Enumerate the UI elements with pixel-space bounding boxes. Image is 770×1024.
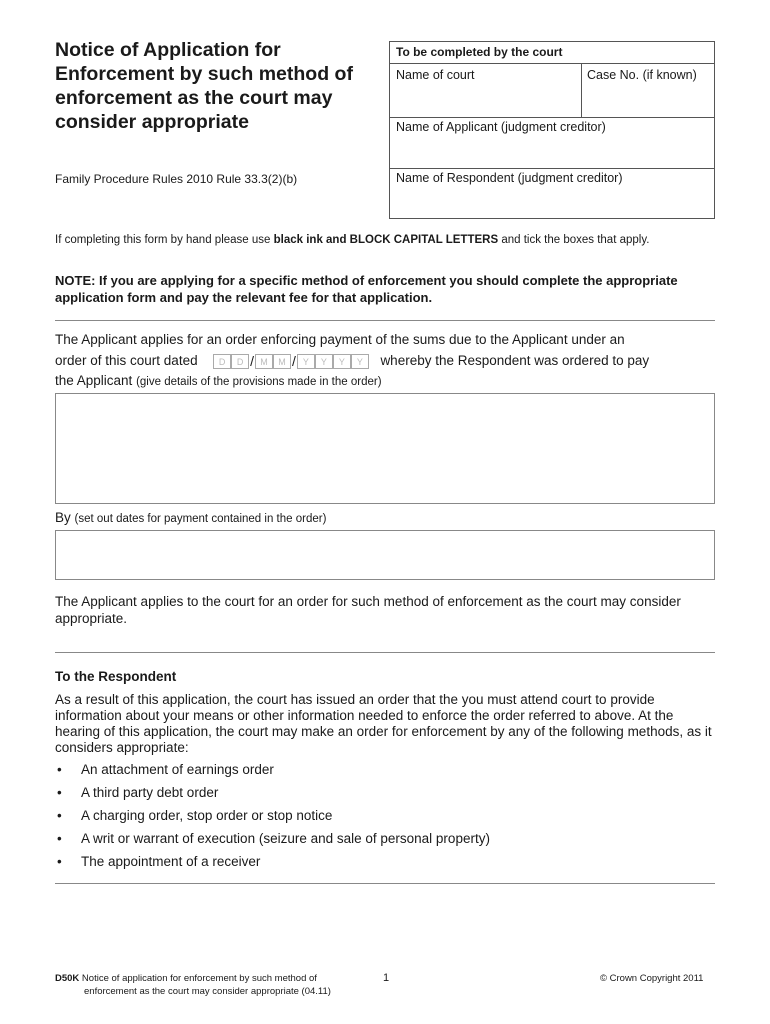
divider [55, 320, 715, 321]
form-code-footer: D50K Notice of application for enforcement by such method of enforcement as the court may consider appropriate (04.11) [55, 973, 331, 997]
order-date-year[interactable]: Y Y Y Y [297, 354, 369, 369]
list-item: • A third party debt order [57, 785, 219, 800]
name-of-court-label: Name of court [396, 68, 475, 82]
application-statement: The Applicant applies for an order enforcing payment of the sums due to the Applicant under an order of this court dated D D / M M / Y Y Y Y whereby the Respondent was ordered to pay the Applicant (give details of the provisions made in the order) [55, 332, 650, 389]
order-date-month[interactable]: M M [255, 354, 291, 369]
respondent-heading: To the Respondent [55, 669, 177, 684]
completion-instructions: If completing this form by hand please use black ink and BLOCK CAPITAL LETTERS and tick the boxes that apply. [55, 234, 650, 246]
by-label: By (set out dates for payment contained in the order) [55, 510, 327, 525]
applicant-name-field[interactable] [390, 118, 714, 168]
note-text: NOTE: If you are applying for a specific method of enforcement you should complete the appropriate application form and pay the relevant fee for that application. [55, 273, 678, 305]
list-item: • The appointment of a receiver [57, 854, 261, 869]
payment-dates-field[interactable] [55, 530, 715, 580]
enforcement-methods-list [55, 762, 715, 877]
order-date-day[interactable]: D D [213, 354, 249, 369]
form-title: Notice of Application for Enforcement by such method of enforcement as the court may consider appropriate [55, 39, 353, 133]
list-item: • An attachment of earnings order [57, 762, 274, 777]
case-no-label: Case No. (if known) [587, 68, 697, 82]
copyright: © Crown Copyright 2011 [600, 973, 704, 984]
respondent-paragraph: As a result of this application, the court has issued an order that the you must attend court to provide information about your means or other information needed to enforce the order referred to above. At the hearing of this application, the court may make an order for enforcement by any of the following methods, as it considers appropriate: [55, 692, 712, 755]
court-box-heading: To be completed by the court [390, 42, 714, 64]
order-provisions-field[interactable] [55, 393, 715, 504]
list-item: • A charging order, stop order or stop notice [57, 808, 333, 823]
case-no-field[interactable] [582, 64, 714, 117]
name-of-court-field[interactable] [390, 64, 581, 117]
list-item: • A writ or warrant of execution (seizure and sale of personal property) [57, 831, 490, 846]
divider [55, 883, 715, 884]
applicant-name-label: Name of Applicant (judgment creditor) [396, 120, 606, 134]
rules-reference: Family Procedure Rules 2010 Rule 33.3(2)(b) [55, 172, 298, 186]
respondent-name-field[interactable] [390, 169, 714, 218]
page-number: 1 [383, 972, 390, 984]
method-statement: The Applicant applies to the court for an order for such method of enforcement as the court may consider appropriate. [55, 594, 681, 626]
divider [55, 652, 715, 653]
respondent-name-label: Name of Respondent (judgment creditor) [396, 171, 623, 185]
court-use-box [389, 41, 715, 219]
